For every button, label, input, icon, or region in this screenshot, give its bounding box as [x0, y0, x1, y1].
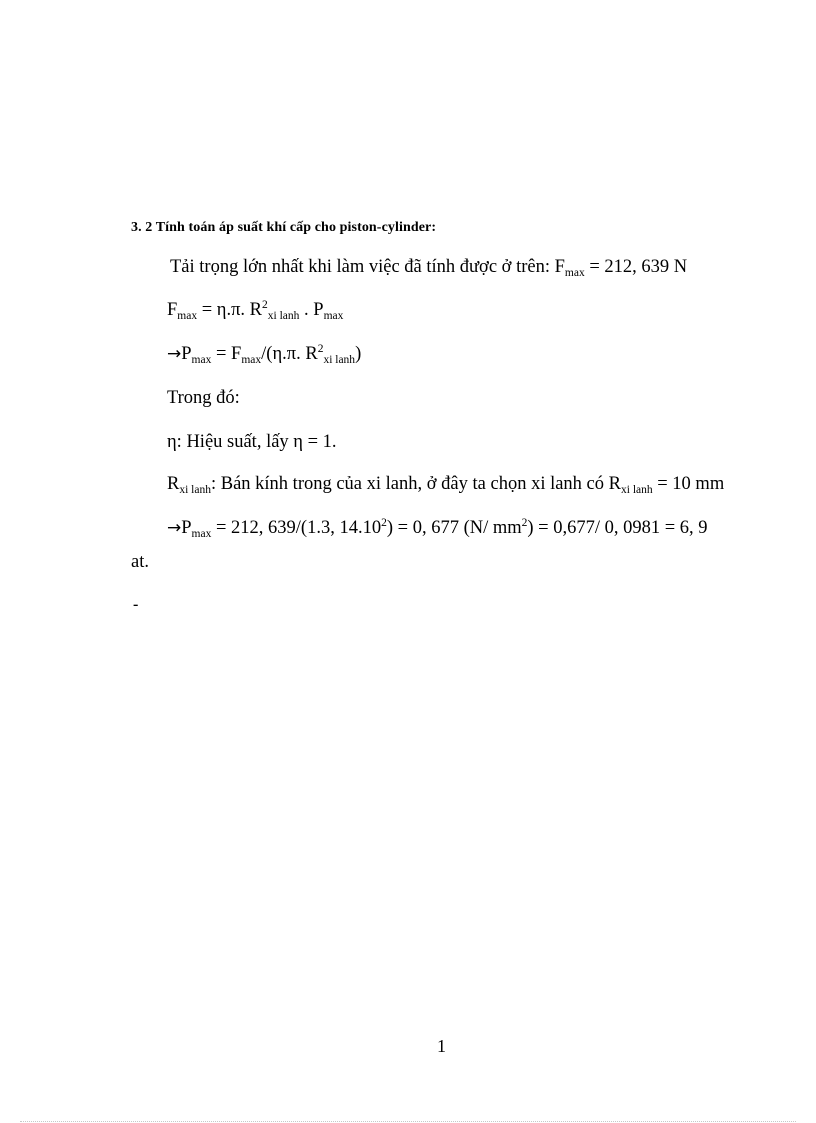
radius-value: = 10 mm — [652, 474, 725, 494]
list-dash: - — [133, 596, 139, 613]
max-load-line — [170, 255, 687, 279]
pressure-symbol: . P — [299, 300, 324, 320]
force-subscript: max — [177, 310, 198, 322]
force-subscript: max — [241, 354, 262, 366]
max-load-subscript: max — [564, 267, 585, 279]
pressure-result-part-b: ) = 0, 677 (N/ mm — [386, 518, 522, 538]
max-load-text: Tải trọng lớn nhất khi làm việc đã tính được ở trên: F — [170, 257, 565, 277]
pressure-unit-continuation: at. — [131, 552, 149, 572]
pressure-formula-line — [167, 342, 361, 366]
force-formula-mid: = η.π. R — [197, 300, 263, 320]
page-bottom-divider — [20, 1121, 796, 1122]
radius-superscript: 2 — [262, 299, 268, 311]
radius-superscript: 2 — [317, 343, 324, 355]
radius-subscript: xi lanh — [323, 354, 356, 366]
pressure-symbol: P — [181, 518, 192, 538]
section-heading: 3. 2 Tính toán áp suất khí cấp cho piston-cylinder: — [131, 220, 437, 235]
pressure-formula-eq: = F — [211, 344, 242, 364]
radius-symbol: R — [167, 474, 180, 494]
pressure-subscript: max — [323, 310, 344, 322]
page-number: 1 — [437, 1036, 446, 1056]
radius-definition-line — [167, 472, 724, 496]
where-label: Trong đó: — [167, 388, 240, 408]
pressure-result-part-a: = 212, 639/(1.3, 14.10 — [211, 518, 382, 538]
force-formula-line — [167, 298, 343, 322]
pressure-subscript: max — [191, 354, 212, 366]
right-arrow-icon: → — [167, 518, 182, 538]
efficiency-definition: η: Hiệu suất, lấy η = 1. — [167, 432, 337, 452]
pressure-formula-mid: /(η.π. R — [261, 344, 318, 364]
pressure-result-line — [167, 516, 708, 540]
pressure-formula-close: ) — [355, 344, 362, 364]
force-symbol: F — [167, 300, 178, 320]
pressure-result-sup-b: 2 — [521, 517, 528, 529]
max-load-value: = 212, 639 N — [584, 257, 688, 277]
radius-subscript: xi lanh — [179, 484, 211, 496]
right-arrow-icon: → — [167, 344, 182, 364]
radius-definition-text: : Bán kính trong của xi lanh, ở đây ta chọn xi lanh có R — [210, 474, 621, 494]
radius-subscript-2: xi lanh — [621, 484, 653, 496]
pressure-subscript: max — [191, 528, 212, 540]
radius-subscript: xi lanh — [267, 310, 300, 322]
pressure-symbol: P — [181, 344, 192, 364]
pressure-result-sup-a: 2 — [381, 517, 387, 529]
pressure-result-part-c: ) = 0,677/ 0, 0981 = 6, 9 — [527, 518, 708, 538]
